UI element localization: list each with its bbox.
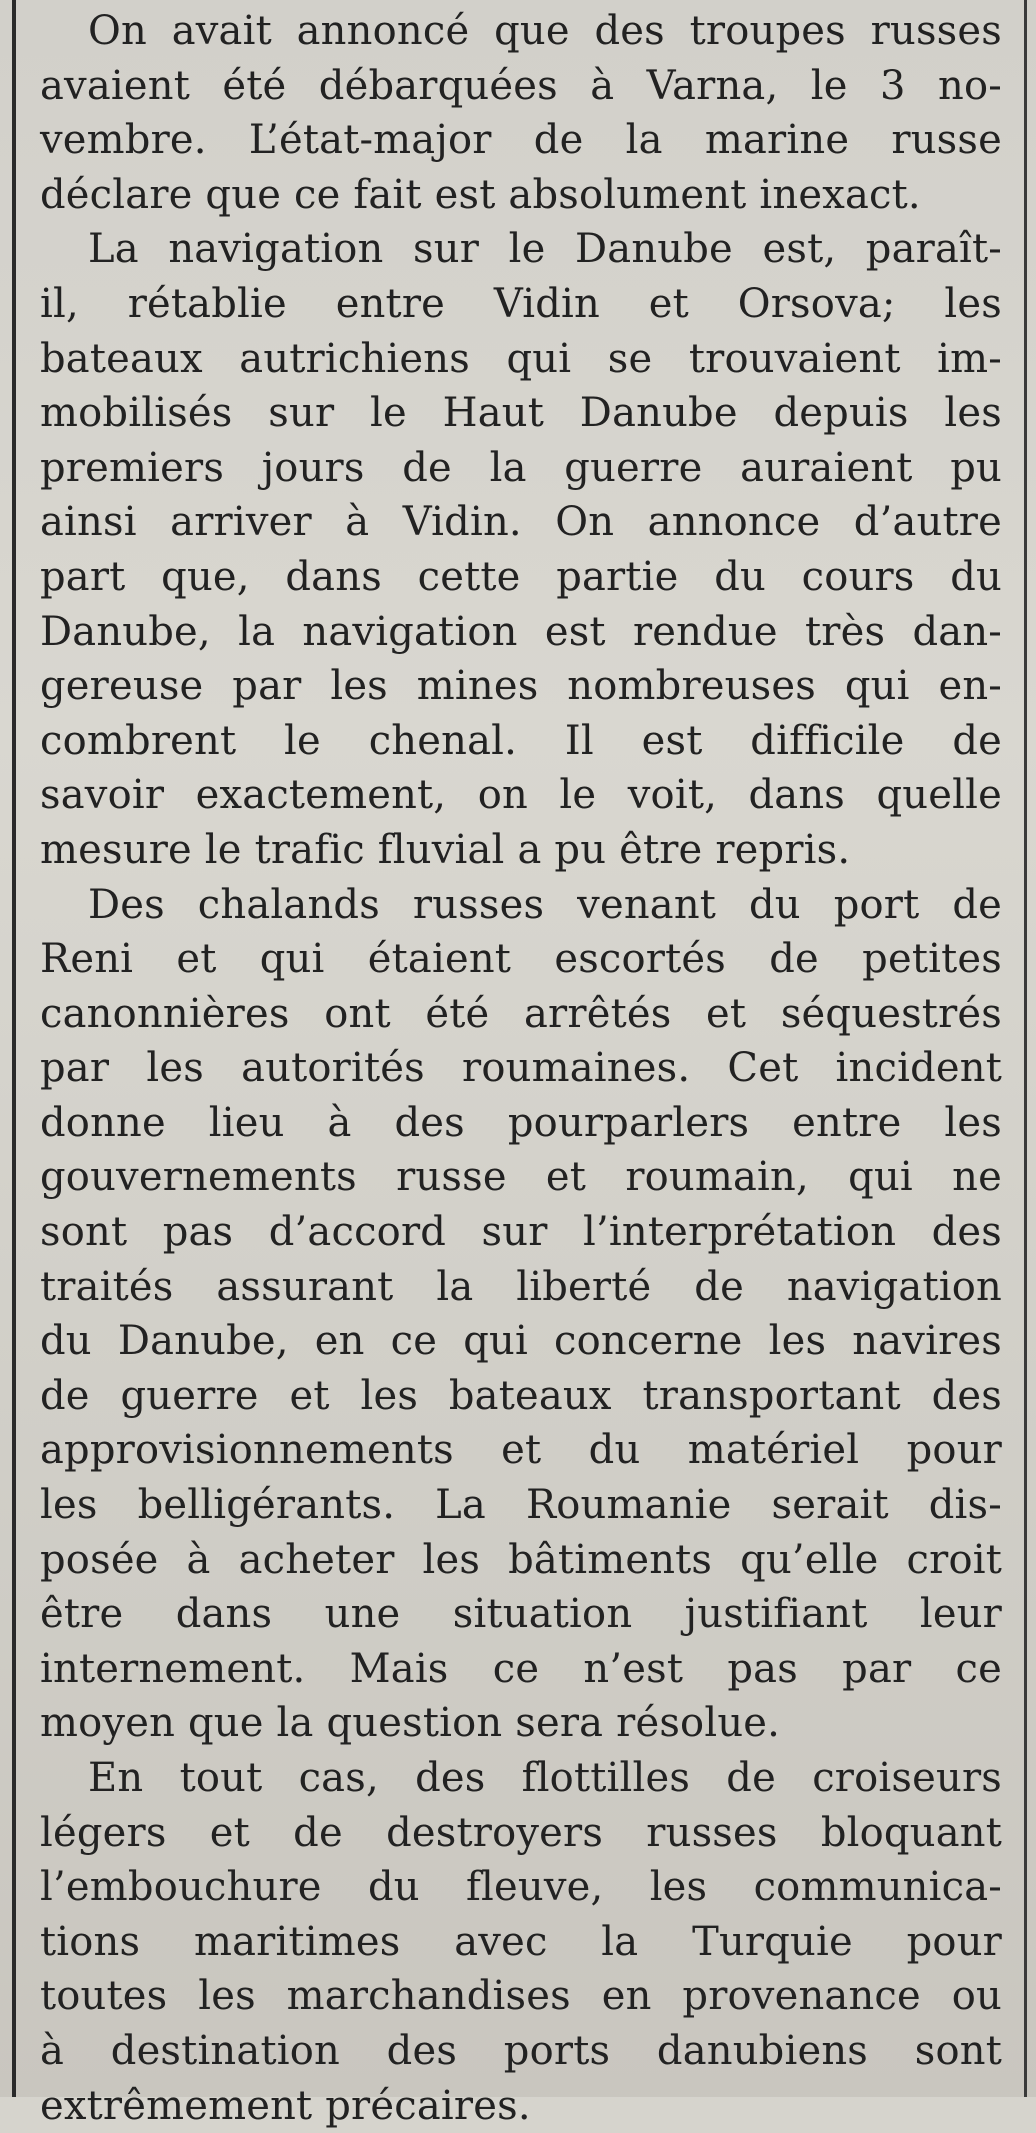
paragraph-3 bbox=[40, 878, 1002, 1752]
text-line: du Danube, en ce qui concerne les navires bbox=[40, 1318, 1002, 1365]
text-line: bateaux autrichiens qui se trouvaient im- bbox=[40, 335, 1002, 382]
text-line: vembre. L’état-major de la marine russe bbox=[40, 117, 1002, 164]
column-rule-right bbox=[1024, 0, 1027, 2097]
text-line: Reni et qui étaient escortés de petites bbox=[40, 936, 1002, 983]
column-rule-left bbox=[12, 0, 16, 2097]
text-line: moyen que la question sera résolue. bbox=[40, 1700, 781, 1747]
paragraph-4 bbox=[40, 1751, 1002, 2133]
text-line: les belligérants. La Roumanie serait dis- bbox=[40, 1482, 1002, 1529]
text-line: internement. Mais ce n’est pas par ce bbox=[40, 1645, 1002, 1692]
paragraph-2 bbox=[40, 222, 1002, 877]
text-line: part que, dans cette partie du cours du bbox=[40, 553, 1002, 600]
text-line: traités assurant la liberté de navigation bbox=[40, 1263, 1002, 1310]
article-column bbox=[40, 4, 1002, 2133]
text-line: gouvernements russe et roumain, qui ne bbox=[40, 1154, 1002, 1201]
text-line: mobilisés sur le Haut Danube depuis les bbox=[40, 390, 1002, 437]
text-line: En tout cas, des flottilles de croiseurs bbox=[88, 1755, 1002, 1801]
text-line: Danube, la navigation est rendue très dan- bbox=[40, 608, 1002, 655]
text-line: tions maritimes avec la Turquie pour bbox=[40, 1918, 1002, 1965]
text-line: Des chalands russes venant du port de bbox=[88, 881, 1002, 928]
text-line: savoir exactement, on le voit, dans quelle bbox=[40, 772, 1002, 819]
text-line: déclare que ce fait est absolument inexact. bbox=[40, 171, 921, 218]
text-line: sont pas d’accord sur l’interprétation des bbox=[40, 1209, 1002, 1256]
text-line: l’embouchure du fleuve, les communica- bbox=[40, 1864, 1002, 1911]
text-line: être dans une situation justifiant leur bbox=[40, 1591, 1002, 1638]
text-line: donne lieu à des pourparlers entre les bbox=[40, 1099, 1002, 1146]
text-line: de guerre et les bateaux transportant des bbox=[40, 1372, 1002, 1419]
text-line: combrent le chenal. Il est difficile de bbox=[40, 717, 1002, 764]
text-line: premiers jours de la guerre auraient pu bbox=[40, 444, 1002, 491]
text-line: approvisionnements et du matériel pour bbox=[40, 1427, 1002, 1474]
text-line: ainsi arriver à Vidin. On annonce d’autre bbox=[40, 499, 1002, 546]
text-line: mesure le trafic fluvial a pu être repris. bbox=[40, 826, 851, 873]
text-line: avaient été débarquées à Varna, le 3 no- bbox=[40, 62, 1002, 109]
text-line: On avait annoncé que des troupes russes bbox=[88, 8, 1002, 54]
paragraph-1 bbox=[40, 4, 1002, 222]
text-line: légers et de destroyers russes bloquant bbox=[40, 1809, 1002, 1856]
text-line: extrêmement précaires. bbox=[40, 2082, 531, 2129]
text-line: canonnières ont été arrêtés et séquestrés bbox=[40, 990, 1002, 1037]
text-line: il, rétablie entre Vidin et Orsova; les bbox=[40, 280, 1002, 327]
text-line: posée à acheter les bâtiments qu’elle croit bbox=[40, 1536, 1002, 1583]
text-line: toutes les marchandises en provenance ou bbox=[40, 1973, 1002, 2020]
text-line: gereuse par les mines nombreuses qui en- bbox=[40, 663, 1002, 710]
text-line: La navigation sur le Danube est, paraît- bbox=[88, 226, 1002, 273]
text-line: par les autorités roumaines. Cet incident bbox=[40, 1045, 1002, 1092]
text-line: à destination des ports danubiens sont bbox=[40, 2027, 1002, 2074]
